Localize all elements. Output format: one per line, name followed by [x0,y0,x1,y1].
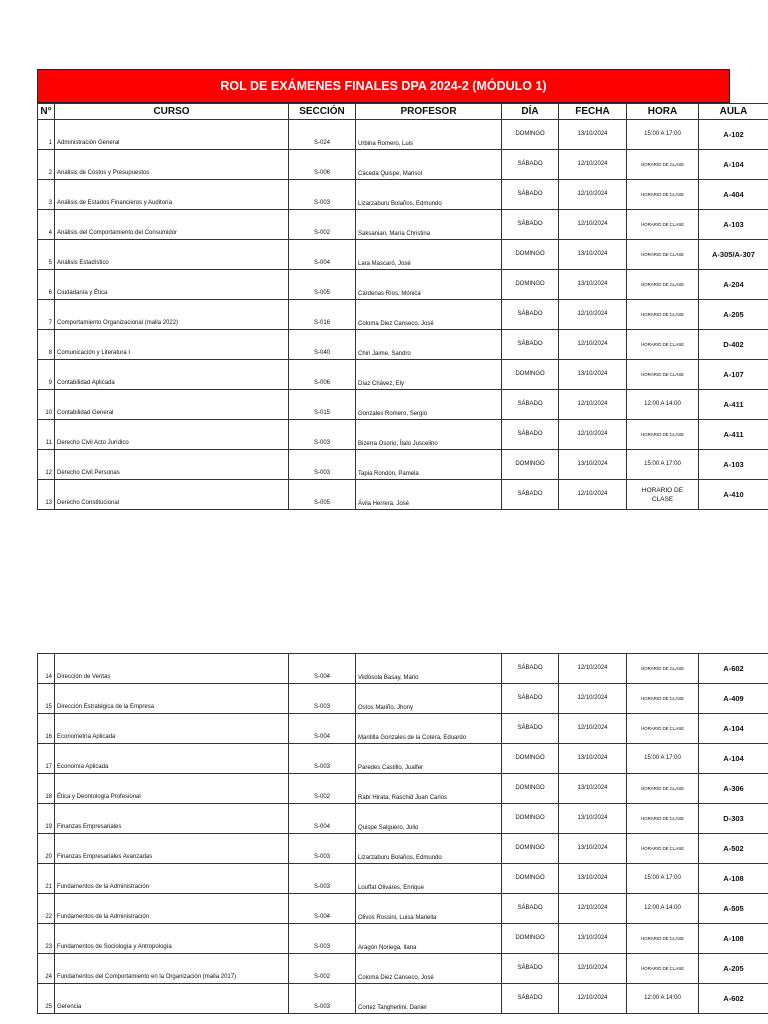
date-cell: 12/10/2024 [559,654,627,684]
table-row [38,300,768,330]
room-cell: A-103 [699,450,768,480]
professor-cell: Viidósola Basay, Mario [356,654,502,684]
professor-cell: Lizarzaburu Bolaños, Edmundo [356,834,502,864]
room-cell: A-204 [699,270,768,300]
section-cell: S-003 [289,924,356,954]
table-row [38,150,768,180]
day-cell: SÁBADO [502,420,559,450]
room-cell: A-107 [699,360,768,390]
professor-cell: Cortez Tangherlini, Daniel [356,984,502,1014]
course-cell: Comunicación y Literatura I [55,330,289,360]
room-cell: A-505 [699,894,768,924]
time-cell: HORARIO DE CLASE [627,714,699,744]
day-cell: DOMINGO [502,834,559,864]
time-cell: 15:00 A 17:00 [627,744,699,774]
date-cell: 12/10/2024 [559,714,627,744]
header-fecha: FECHA [559,104,627,120]
exam-schedule-page-2 [37,653,744,1014]
row-number: 16 [38,714,55,744]
date-cell: 13/10/2024 [559,360,627,390]
time-cell: 12:00 A 14:00 [627,984,699,1014]
section-cell: S-006 [289,150,356,180]
professor-cell: Lizarzaburu Bolaños, Edmundo [356,180,502,210]
room-cell: A-102 [699,120,768,150]
room-cell: A-411 [699,390,768,420]
header-dia: DÍA [502,104,559,120]
row-number: 5 [38,240,55,270]
table-row [38,774,768,804]
section-cell: S-003 [289,984,356,1014]
day-cell: DOMINGO [502,774,559,804]
row-number: 20 [38,834,55,864]
course-cell: Análisis de Estados Financieros y Auditoría [55,180,289,210]
section-cell: S-003 [289,864,356,894]
day-cell: DOMINGO [502,804,559,834]
course-cell: Análisis del Comportamiento del Consumidor [55,210,289,240]
date-cell: 13/10/2024 [559,804,627,834]
professor-cell: Rabí Hirata, Raschid Juan Carlos [356,774,502,804]
room-cell: A-409 [699,684,768,714]
row-number: 22 [38,894,55,924]
table-body [38,654,768,1014]
row-number: 17 [38,744,55,774]
table-row [38,390,768,420]
section-cell: S-003 [289,450,356,480]
room-cell: A-305/A-307 [699,240,768,270]
date-cell: 13/10/2024 [559,450,627,480]
course-cell: Economía Aplicada [55,744,289,774]
section-cell: S-003 [289,180,356,210]
course-cell: Fundamentos del Comportamiento en la Organización (malla 2017) [55,954,289,984]
course-cell: Ciudadanía y Ética [55,270,289,300]
exam-table-continued [37,653,768,1014]
time-cell: HORARIO DE CLASE [627,420,699,450]
day-cell: DOMINGO [502,924,559,954]
table-row [38,714,768,744]
course-cell: Análisis Estadístico [55,240,289,270]
section-cell: S-002 [289,954,356,984]
time-cell: HORARIO DE CLASE [627,300,699,330]
row-number: 7 [38,300,55,330]
professor-cell: Aragón Noriega, Ilana [356,924,502,954]
professor-cell: Ostos Mariño, Jhony [356,684,502,714]
room-cell: A-205 [699,954,768,984]
section-cell: S-004 [289,714,356,744]
row-number: 11 [38,420,55,450]
day-cell: SÁBADO [502,894,559,924]
row-number: 4 [38,210,55,240]
section-cell: S-040 [289,330,356,360]
time-cell: HORARIO DE CLASE [627,804,699,834]
course-cell: Derecho Civil Personas [55,450,289,480]
day-cell: DOMINGO [502,744,559,774]
row-number: 12 [38,450,55,480]
table-row [38,864,768,894]
date-cell: 12/10/2024 [559,300,627,330]
table-row [38,480,768,510]
professor-cell: Bizerra Osorio, Ítalo Juscelino [356,420,502,450]
row-number: 13 [38,480,55,510]
day-cell: SÁBADO [502,480,559,510]
section-cell: S-005 [289,270,356,300]
day-cell: SÁBADO [502,150,559,180]
time-cell: HORARIO DE CLASE [627,684,699,714]
section-cell: S-003 [289,744,356,774]
room-cell: A-410 [699,480,768,510]
section-cell: S-024 [289,120,356,150]
day-cell: DOMINGO [502,240,559,270]
professor-cell: Chiri Jaime, Sandro [356,330,502,360]
header-profesor: PROFESOR [356,104,502,120]
row-number: 8 [38,330,55,360]
date-cell: 13/10/2024 [559,834,627,864]
date-cell: 12/10/2024 [559,420,627,450]
date-cell: 13/10/2024 [559,924,627,954]
date-cell: 12/10/2024 [559,180,627,210]
table-row [38,684,768,714]
table-row [38,120,768,150]
section-cell: S-003 [289,420,356,450]
course-cell: Comportamiento Organizacional (malla 2022) [55,300,289,330]
room-cell: D-303 [699,804,768,834]
day-cell: SÁBADO [502,684,559,714]
row-number: 14 [38,654,55,684]
room-cell: A-306 [699,774,768,804]
date-cell: 12/10/2024 [559,480,627,510]
day-cell: DOMINGO [502,120,559,150]
date-cell: 13/10/2024 [559,240,627,270]
section-cell: S-004 [289,654,356,684]
header-num: N° [38,104,55,120]
row-number: 10 [38,390,55,420]
table-row [38,984,768,1014]
room-cell: A-104 [699,150,768,180]
time-cell: HORARIO DE CLASE [627,954,699,984]
date-cell: 12/10/2024 [559,330,627,360]
professor-cell: Mantilla Gonzales de la Cotera, Eduardo [356,714,502,744]
table-row [38,210,768,240]
professor-cell: Quispe Salguero, Julio [356,804,502,834]
time-cell: 15:00 A 17:00 [627,120,699,150]
table-row [38,744,768,774]
header-seccion: SECCIÓN [289,104,356,120]
room-cell: A-404 [699,180,768,210]
course-cell: Ética y Deontología Profesional [55,774,289,804]
professor-cell: Gonzales Romero, Sergio [356,390,502,420]
date-cell: 12/10/2024 [559,150,627,180]
course-cell: Fundamentos de la Administración [55,864,289,894]
time-cell: 12:00 A 14:00 [627,894,699,924]
room-cell: A-108 [699,924,768,954]
section-cell: S-004 [289,894,356,924]
row-number: 18 [38,774,55,804]
day-cell: SÁBADO [502,210,559,240]
day-cell: SÁBADO [502,300,559,330]
date-cell: 12/10/2024 [559,210,627,240]
row-number: 9 [38,360,55,390]
room-cell: A-205 [699,300,768,330]
date-cell: 12/10/2024 [559,390,627,420]
date-cell: 13/10/2024 [559,864,627,894]
table-title: ROL DE EXÁMENES FINALES DPA 2024-2 (MÓDULO 1) [37,69,730,103]
table-row [38,954,768,984]
day-cell: DOMINGO [502,864,559,894]
professor-cell: Tapia Rondón, Pamela [356,450,502,480]
professor-cell: Louffat Olivares, Enrique [356,864,502,894]
time-cell: 12:00 A 14:00 [627,390,699,420]
time-cell: HORARIO DE CLASE [627,330,699,360]
professor-cell: Paredes Castillo, Jualfer [356,744,502,774]
room-cell: D-402 [699,330,768,360]
room-cell: A-602 [699,984,768,1014]
professor-cell: Cáceda Quispe, Marisol [356,150,502,180]
date-cell: 13/10/2024 [559,744,627,774]
row-number: 21 [38,864,55,894]
course-cell: Fundamentos de la Administración [55,894,289,924]
course-cell: Finanzas Empresariales [55,804,289,834]
time-cell: HORARIO DE CLASE [627,210,699,240]
course-cell: Administración General [55,120,289,150]
table-row [38,420,768,450]
section-cell: S-004 [289,804,356,834]
time-cell: 15:00 A 17:00 [627,450,699,480]
row-number: 15 [38,684,55,714]
date-cell: 12/10/2024 [559,684,627,714]
exam-table [37,103,768,510]
professor-cell: Díaz Chávez, Ely [356,360,502,390]
day-cell: DOMINGO [502,270,559,300]
day-cell: DOMINGO [502,360,559,390]
date-cell: 12/10/2024 [559,894,627,924]
table-body [38,120,768,510]
course-cell: Contabilidad General [55,390,289,420]
table-row [38,270,768,300]
row-number: 1 [38,120,55,150]
room-cell: A-411 [699,420,768,450]
table-row [38,240,768,270]
time-cell: HORARIO DE CLASE [627,924,699,954]
course-cell: Derecho Constitucional [55,480,289,510]
course-cell: Fundamentos de Sociología y Antropología [55,924,289,954]
day-cell: SÁBADO [502,180,559,210]
day-cell: SÁBADO [502,954,559,984]
section-cell: S-015 [289,390,356,420]
date-cell: 12/10/2024 [559,954,627,984]
date-cell: 13/10/2024 [559,270,627,300]
table-row [38,894,768,924]
time-cell: HORARIO DE CLASE [627,774,699,804]
professor-cell: Ávila Herrera, José [356,480,502,510]
date-cell: 13/10/2024 [559,120,627,150]
section-cell: S-004 [289,240,356,270]
professor-cell: Olivos Rossini, Luisa Mariella [356,894,502,924]
table-row [38,180,768,210]
course-cell: Gerencia [55,984,289,1014]
day-cell: SÁBADO [502,714,559,744]
row-number: 24 [38,954,55,984]
row-number: 25 [38,984,55,1014]
header-curso: CURSO [55,104,289,120]
room-cell: A-104 [699,714,768,744]
header-hora: HORA [627,104,699,120]
section-cell: S-005 [289,480,356,510]
section-cell: S-006 [289,360,356,390]
day-cell: SÁBADO [502,984,559,1014]
room-cell: A-108 [699,864,768,894]
row-number: 23 [38,924,55,954]
professor-cell: Lara Mascaró, José [356,240,502,270]
section-cell: S-016 [289,300,356,330]
time-cell: HORARIO DE CLASE [627,480,699,510]
section-cell: S-002 [289,210,356,240]
course-cell: Finanzas Empresariales Avanzadas [55,834,289,864]
exam-schedule-page-1 [37,69,755,510]
row-number: 3 [38,180,55,210]
time-cell: HORARIO DE CLASE [627,150,699,180]
course-cell: Derecho Civil Acto Jurídico [55,420,289,450]
row-number: 2 [38,150,55,180]
day-cell: SÁBADO [502,654,559,684]
day-cell: SÁBADO [502,330,559,360]
header-aula: AULA [699,104,768,120]
table-row [38,804,768,834]
course-cell: Contabilidad Aplicada [55,360,289,390]
section-cell: S-003 [289,684,356,714]
day-cell: DOMINGO [502,450,559,480]
table-row [38,450,768,480]
date-cell: 13/10/2024 [559,774,627,804]
course-cell: Econometría Aplicada [55,714,289,744]
header-row [38,104,768,120]
table-row [38,834,768,864]
table-row [38,654,768,684]
professor-cell: Coloma Diez Canseco, José [356,300,502,330]
time-cell: HORARIO DE CLASE [627,240,699,270]
time-cell: 15:00 A 17:00 [627,864,699,894]
course-cell: Dirección Estratégica de la Empresa [55,684,289,714]
course-cell: Dirección de Ventas [55,654,289,684]
section-cell: S-002 [289,774,356,804]
course-cell: Análisis de Costos y Presupuestos [55,150,289,180]
room-cell: A-103 [699,210,768,240]
date-cell: 12/10/2024 [559,984,627,1014]
table-row [38,924,768,954]
room-cell: A-602 [699,654,768,684]
day-cell: SÁBADO [502,390,559,420]
time-cell: HORARIO DE CLASE [627,360,699,390]
time-cell: HORARIO DE CLASE [627,180,699,210]
time-cell: HORARIO DE CLASE [627,834,699,864]
room-cell: A-104 [699,744,768,774]
professor-cell: Cárdenas Ríos, Mónica [356,270,502,300]
row-number: 19 [38,804,55,834]
professor-cell: Saksanian, María Christina [356,210,502,240]
section-cell: S-003 [289,834,356,864]
table-row [38,360,768,390]
row-number: 6 [38,270,55,300]
professor-cell: Coloma Diez Canseco, José [356,954,502,984]
time-cell: HORARIO DE CLASE [627,270,699,300]
time-cell: HORARIO DE CLASE [627,654,699,684]
table-row [38,330,768,360]
room-cell: A-502 [699,834,768,864]
professor-cell: Urbina Romero, Luis [356,120,502,150]
